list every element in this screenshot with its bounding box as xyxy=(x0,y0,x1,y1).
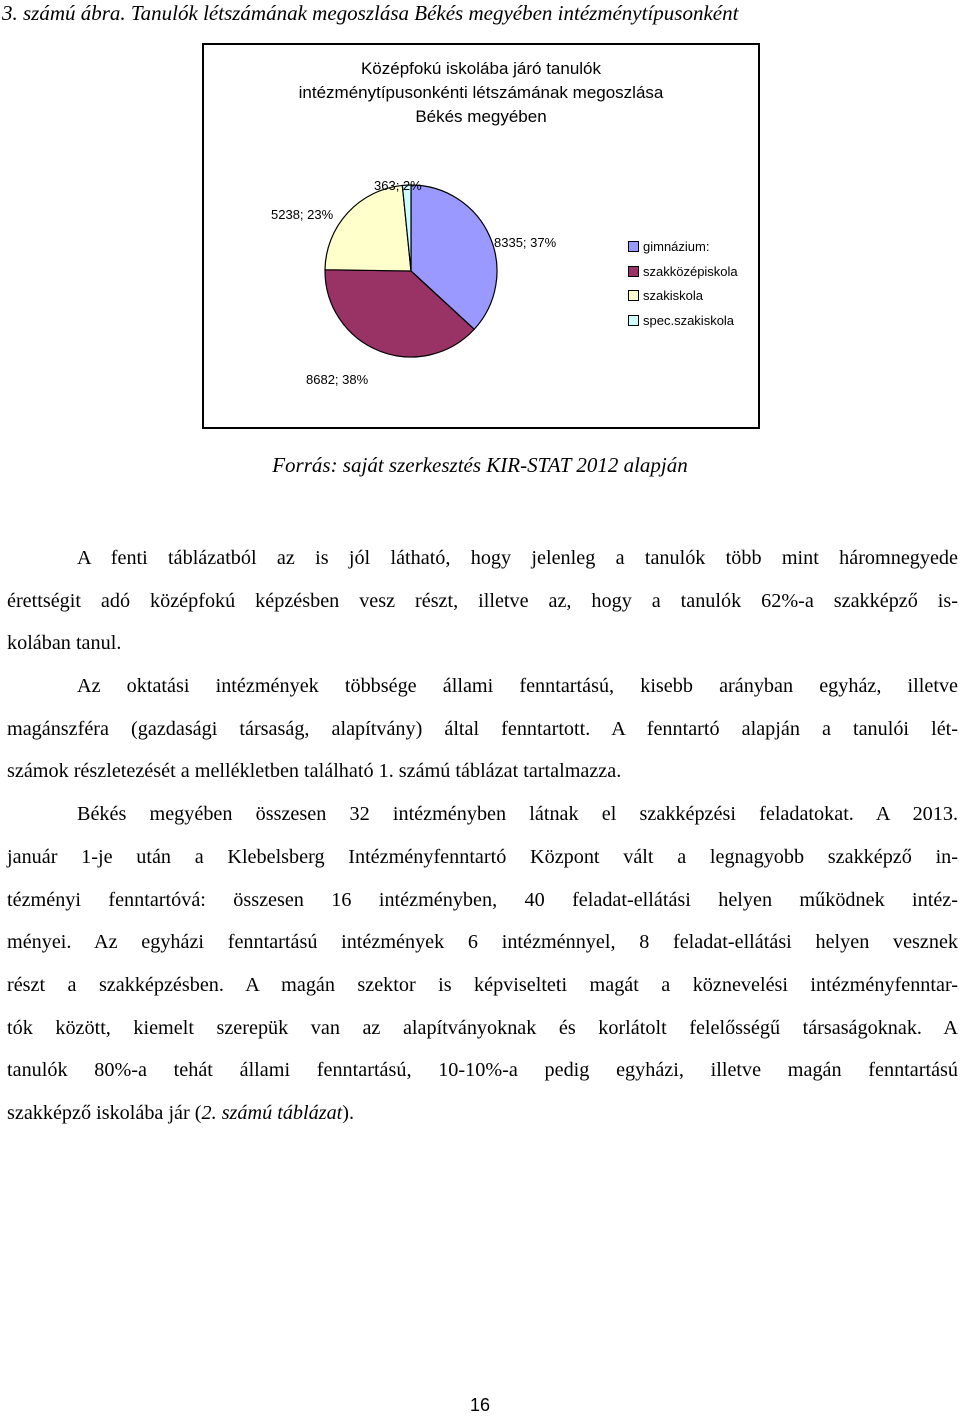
chart-title-line: intézménytípusonkénti létszámának megoszlása xyxy=(298,83,664,102)
table-reference: 2. számú táblázat xyxy=(201,1101,343,1124)
legend-swatch xyxy=(628,241,639,252)
pie-slice xyxy=(325,185,411,271)
text-line: számok részletezését a mellékletben található 1. számú táblázat tartalmazza. xyxy=(7,760,622,783)
pie-data-label: 8335; 37% xyxy=(494,235,557,250)
text-line: tézményi fenntartóvá: összesen 16 intézményben, 40 feladat-ellátási helyen működnek intéz- xyxy=(7,888,958,911)
legend-swatch xyxy=(628,266,639,277)
pie-data-label: 5238; 23% xyxy=(271,207,334,222)
legend-label: gimnázium: xyxy=(643,239,710,254)
body-text xyxy=(7,537,958,1135)
text-segment: szakképző iskolába jár ( xyxy=(7,1101,202,1124)
text-line: tók között, kiemelt szerepük van az alapítványoknak és korlátolt felelősségű társaságoknak. A xyxy=(7,1016,958,1039)
legend-label: szakiskola xyxy=(643,288,703,303)
pie-plot xyxy=(204,45,758,427)
chart-title-line: Középfokú iskolába járó tanulók xyxy=(360,59,602,78)
pie-data-label: 363; 2% xyxy=(374,178,422,193)
page-number: 16 xyxy=(469,1395,491,1415)
figure-source: Forrás: saját szerkesztés KIR-STAT 2012 alapján xyxy=(272,453,688,477)
pie-data-label: 8682; 38% xyxy=(306,372,369,387)
pie-chart xyxy=(202,43,760,429)
legend-swatch xyxy=(628,290,639,301)
paragraph xyxy=(7,665,958,793)
text-line xyxy=(7,1092,958,1135)
paragraph xyxy=(7,537,958,665)
text-line: kolában tanul. xyxy=(7,632,122,655)
legend-label: spec.szakiskola xyxy=(643,312,735,328)
text-line: január 1-je után a Klebelsberg Intézményfenntartó Központ vált a legnagyobb szakképző in- xyxy=(7,845,958,868)
text-line: érettségit adó középfokú képzésben vesz részt, illetve az, hogy a tanulók 62%-a szakképző is- xyxy=(7,589,958,612)
text-segment: ). xyxy=(342,1101,355,1124)
text-line: ményei. Az egyházi fenntartású intézmények 6 intézménnyel, 8 feladat-ellátási helyen vesznek xyxy=(7,931,958,954)
legend-label: szakközépiskola xyxy=(643,263,738,279)
text-line: Békés megyében összesen 32 intézményben látnak el szakképzési feladatokat. A 2013. xyxy=(77,803,958,826)
legend-swatch xyxy=(628,315,639,326)
text-line: tanulók 80%-a tehát állami fenntartású, 10-10%-a pedig egyházi, illetve magán fenntartású xyxy=(7,1059,958,1082)
text-line: Az oktatási intézmények többsége állami fenntartású, kisebb arányban egyház, illetve xyxy=(77,675,958,698)
paragraph xyxy=(7,793,958,1135)
text-line: magánszféra (gazdasági társaság, alapítvány) által fenntartott. A fenntartó alapján a tanulói lét- xyxy=(7,717,958,740)
chart-title-line: Békés megyében xyxy=(415,107,547,126)
figure-caption: 3. számú ábra. Tanulók létszámának megoszlása Békés megyében intézménytípusonként xyxy=(2,1,739,25)
text-line: A fenti táblázatból az is jól látható, hogy jelenleg a tanulók több mint háromnegyede xyxy=(77,547,958,569)
text-line: részt a szakképzésben. A magán szektor is képviselteti magát a köznevelési intézményfenntar- xyxy=(7,973,958,996)
